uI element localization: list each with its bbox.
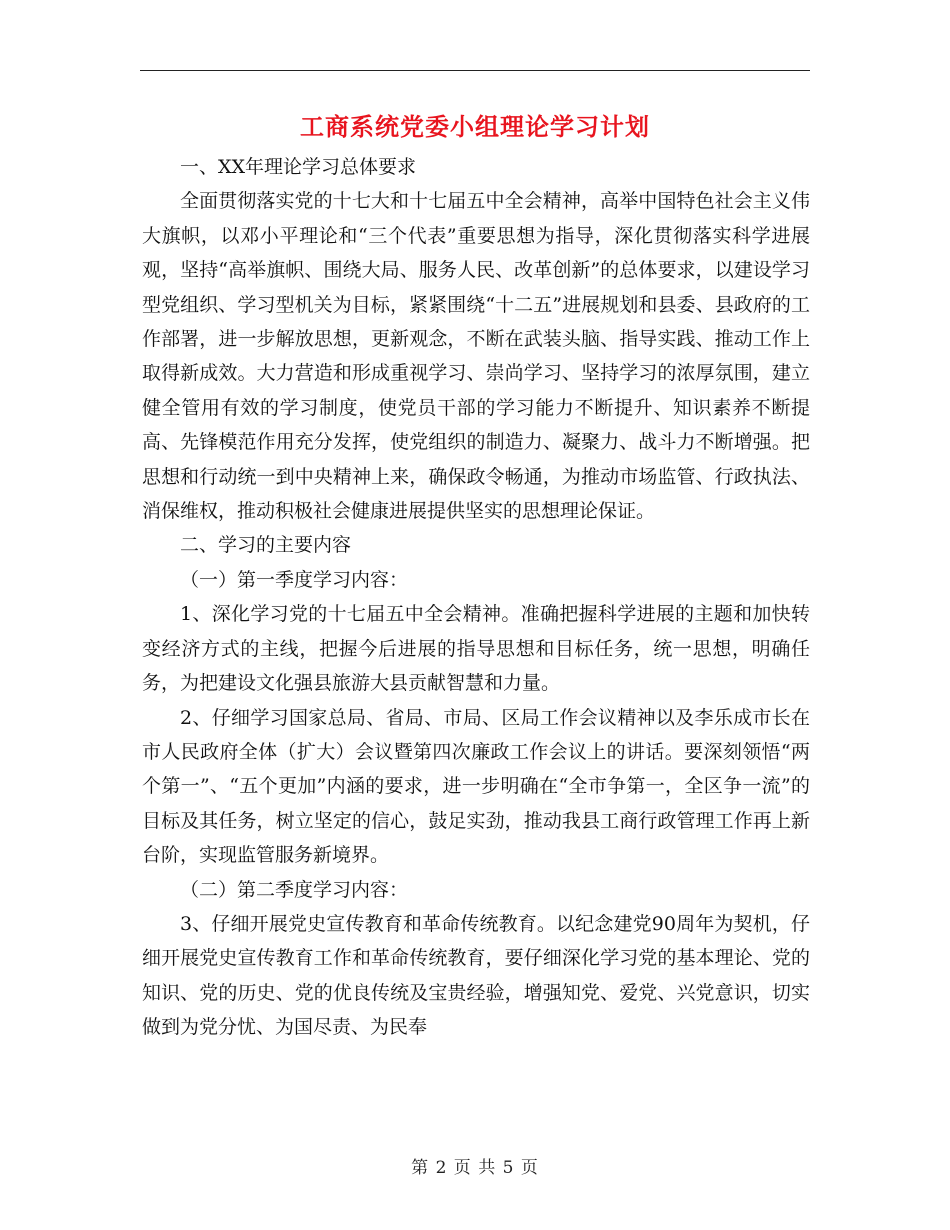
paragraph-item-3: 3、仔细开展党史宣传教育和革命传统教育。以纪念建党90周年为契机，仔细开展党史宣传教育工作和革命传统教育，要仔细深化学习党的基本理论、党的知识、党的历史、党的优良传统及宝贵经验，增强知党、爱党、兴党意识，切实做到为党分忧、为国尽责、为民奉 <box>142 912 810 1039</box>
paragraph-item-2: 2、仔细学习国家总局、省局、市局、区局工作会议精神以及李乐成市长在市人民政府全体（扩大）会议暨第四次廉政工作会议上的讲话。要深刻领悟“两个第一”、“五个更加”内涵的要求，进一步明确在“全市争第一，全区争一流”的目标及其任务，树立坚定的信心，鼓足实劲，推动我县工商行政管理工作再上新台阶，实现监管服务新境界。 <box>142 706 810 867</box>
section-heading-1: 一、XX年理论学习总体要求 <box>180 156 417 178</box>
subsection-heading-q2: （二）第二季度学习内容： <box>180 878 409 901</box>
subsection-heading-q1: （一）第一季度学习内容： <box>180 568 409 591</box>
document-title: 工商系统党委小组理论学习计划 <box>300 112 650 141</box>
document-body <box>142 150 810 1045</box>
section-heading-2: 二、学习的主要内容 <box>180 534 352 557</box>
paragraph-item-1: 1、深化学习党的十七届五中全会精神。准确把握科学进展的主题和加快转变经济方式的主线，把握今后进展的指导思想和目标任务，统一思想，明确任务，为把建设文化强县旅游大县贡献智慧和力量。 <box>142 603 810 695</box>
header-rule <box>140 70 810 71</box>
paragraph-requirements: 全面贯彻落实党的十七大和十七届五中全会精神，高举中国特色社会主义伟大旗帜，以邓小平理论和“三个代表”重要思想为指导，深化贯彻落实科学进展观，坚持“高举旗帜、围绕大局、服务人民、改革创新”的总体要求，以建设学习型党组织、学习型机关为目标，紧紧围绕“十二五”进展规划和县委、县政府的工作部署，进一步解放思想，更新观念，不断在武装头脑、指导实践、推动工作上取得新成效。大力营造和形成重视学习、崇尚学习、坚持学习的浓厚氛围，建立健全管用有效的学习制度，使党员干部的学习能力不断提升、知识素养不断提高、先锋模范作用充分发挥，使党组织的制造力、凝聚力、战斗力不断增强。把思想和行动统一到中央精神上来，确保政令畅通，为推动市场监管、行政执法、消保维权，推动积极社会健康进展提供坚实的思想理论保证。 <box>142 190 810 523</box>
page-footer: 第 2 页 共 5 页 <box>411 1158 539 1178</box>
